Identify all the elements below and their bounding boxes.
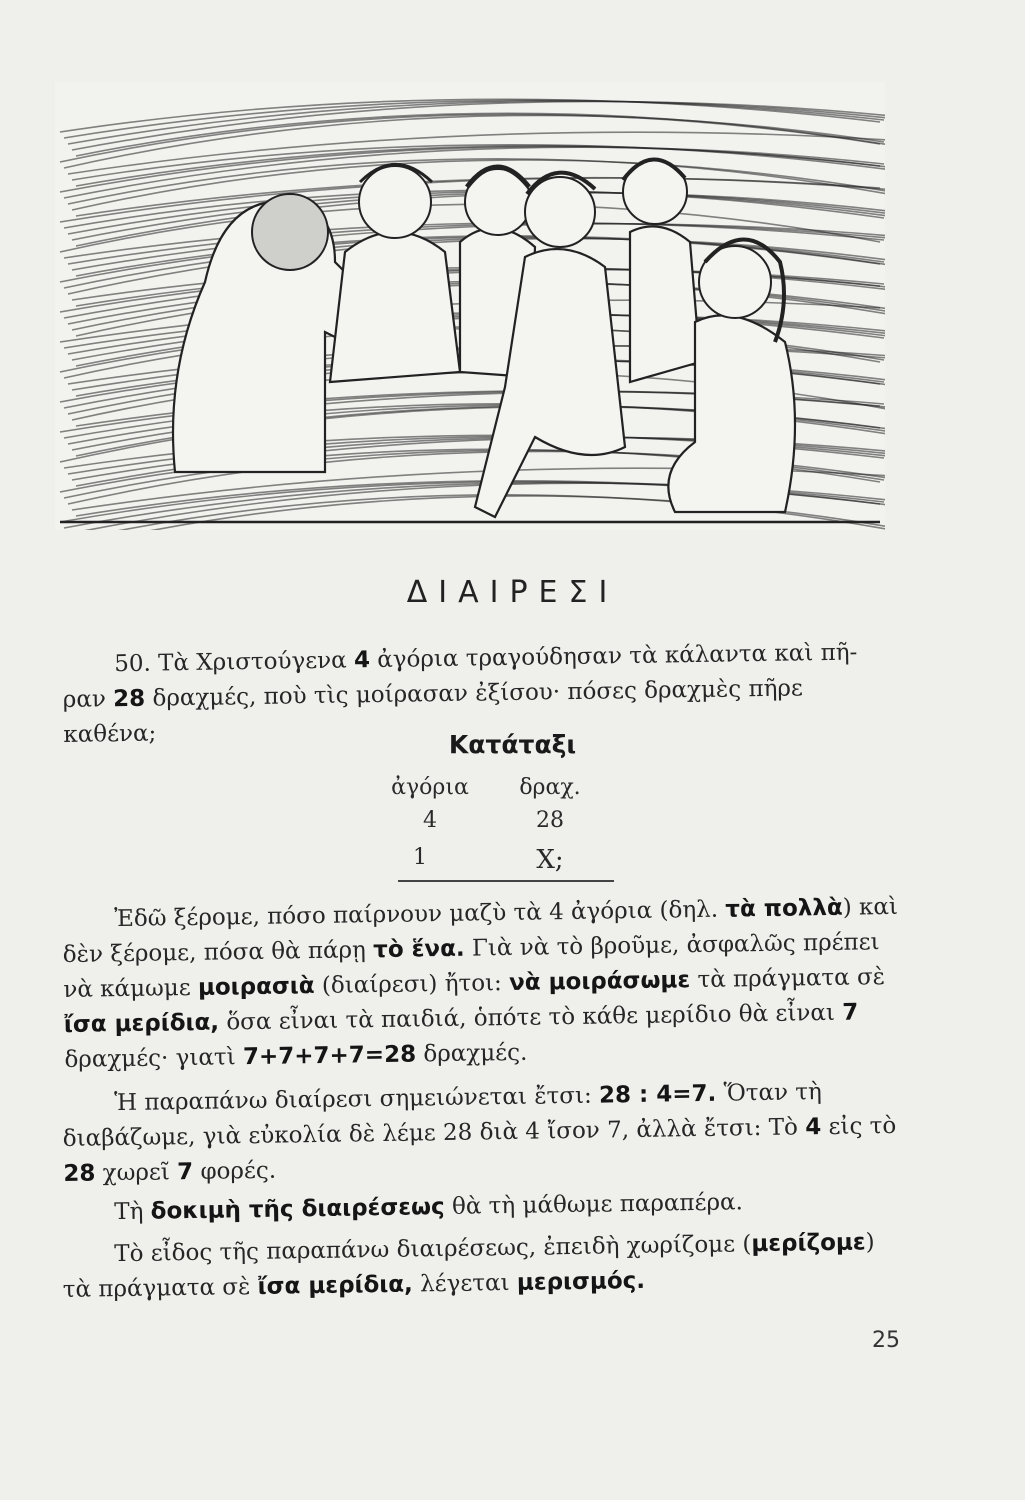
row-2-boys: 1 [413, 845, 427, 870]
definition-bold: μερισμός. [516, 1267, 646, 1296]
notation-bold: 7 [176, 1158, 194, 1186]
explanation-text: δραχμές. [415, 1039, 528, 1068]
arrangement-heading: Κατάταξι [448, 730, 577, 759]
explanation-text: ὅσα εἶναι τὰ παιδιά, ὁπότε τὸ κάθε μερίδιο θὰ εἶναι [218, 999, 843, 1036]
problem-text-4: δραχμές, ποὺ τὶς μοίρασαν ἐξίσου· πόσες δραχμὲς πῆρε καθένα; [63, 675, 804, 748]
check-paragraph [62, 1183, 898, 1231]
row-2-unknown: X; [536, 845, 564, 875]
arrangement-rule [398, 880, 614, 882]
check-bold: δοκιμὴ τῆς διαιρέσεως [150, 1193, 445, 1225]
explanation-bold: νὰ μοιράσωμε [508, 967, 691, 996]
column-header-boys: ἀγόρια [391, 775, 469, 800]
problem-text-2: ἀγόρια τραγούδησαν τὰ κάλαντα καὶ πῆ- [369, 639, 858, 674]
column-header-drachmas: δραχ. [519, 775, 581, 800]
explanation-bold: τὰ πολλὰ [725, 894, 843, 923]
explanation-bold: μοιρασιὰ [197, 973, 315, 1001]
notation-text: φορές. [192, 1157, 277, 1185]
notation-text: Ἡ παραπάνω διαίρεσι σημειώνεται ἔτσι: [114, 1082, 600, 1117]
definition-text: ) τὰ πράγματα σὲ [62, 1229, 875, 1303]
definition-bold: μερίζομε [751, 1229, 866, 1258]
definition-paragraph [62, 1225, 899, 1308]
explanation-text: (διαίρεσι) ἤτοι: [314, 969, 510, 1000]
explanation-text: τὰ πράγματα σὲ [689, 964, 886, 994]
page-number: 25 [872, 1328, 900, 1353]
explanation-paragraph [62, 890, 901, 1078]
explanation-bold: τὸ ἕνα. [372, 935, 465, 964]
check-text: θὰ τὴ μάθωμε παραπέρα. [444, 1189, 744, 1220]
notation-text: εἰς τὸ [821, 1112, 897, 1141]
definition-text: Τὸ εἶδος τῆς παραπάνω διαιρέσεως, ἐπειδὴ χωρίζομε ( [114, 1231, 752, 1268]
problem-number: 50. [114, 650, 152, 678]
definition-bold: ἴσα μερίδια, [257, 1271, 414, 1300]
section-title: ΔΙΑΙΡΕΣΙ [406, 575, 619, 610]
notation-text: Ὅταν τὴ διαβάζωμε, γιὰ εὐκολία δὲ λέμε 28 διὰ 4 ἴσον 7, ἀλλὰ ἔτσι: Τὸ [62, 1079, 823, 1152]
notation-text: χωρεῖ [95, 1159, 178, 1187]
children-circle-illustration-icon [55, 82, 885, 530]
explanation-text: ) καὶ δὲν ξέρομε, πόσα θὰ πάρῃ [62, 893, 899, 968]
definition-text: λέγεται [412, 1269, 518, 1298]
notation-bold: 28 [63, 1160, 96, 1187]
check-text: Τὴ [114, 1198, 151, 1226]
hatch-stroke [68, 101, 885, 144]
explanation-text: δραχμές· γιατὶ [64, 1044, 244, 1073]
row-1-boys: 4 [423, 808, 437, 833]
problem-boys-count: 4 [353, 647, 371, 674]
explanation-text: Ἐδῶ ξέρομε, πόσο παίρνουν μαζὺ τὰ 4 ἀγόρια (δηλ. [114, 896, 726, 933]
explanation-bold: ἴσα μερίδια, [63, 1009, 220, 1038]
explanation-bold: 7+7+7+7=28 [242, 1041, 417, 1071]
explanation-text: Γιὰ νὰ τὸ βροῦμε, ἀσφαλῶς πρέπει νὰ κάμωμε [63, 929, 880, 1003]
problem-drachmas-count: 28 [112, 685, 146, 713]
problem-text-1: Τὰ Χριστούγενα [157, 647, 355, 677]
notation-bold: 28 : 4=7. [598, 1080, 717, 1109]
notation-paragraph [62, 1074, 900, 1192]
row-1-drachmas: 28 [536, 808, 564, 833]
notation-bold: 4 [805, 1114, 822, 1141]
explanation-bold: 7 [842, 999, 859, 1026]
problem-text-3: ραν [62, 686, 114, 713]
